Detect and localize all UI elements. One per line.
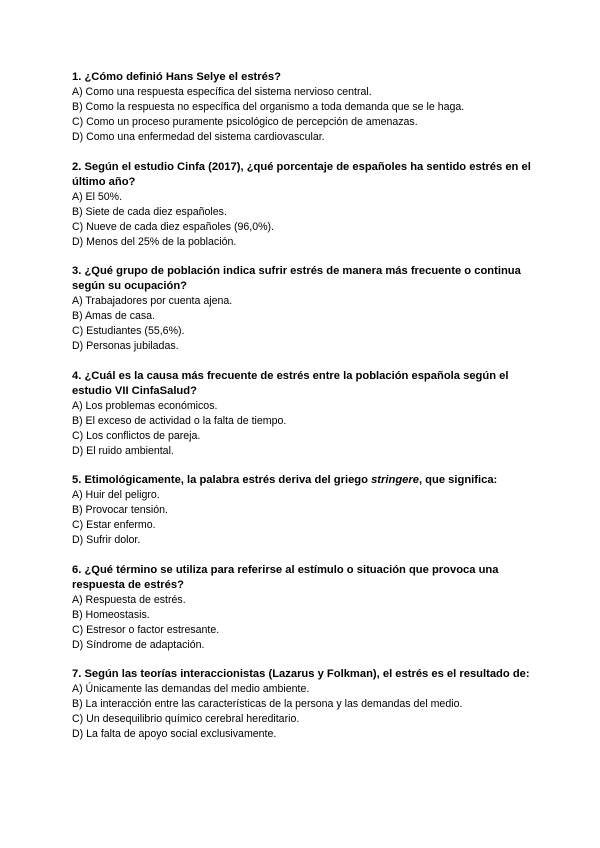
answer-option-c: C) Como un proceso puramente psicológico de percepción de amenazas. (72, 116, 418, 128)
answer-option-d: D) Menos del 25% de la población. (72, 235, 237, 248)
question-list (72, 70, 542, 757)
answer-options (72, 294, 542, 354)
question-title: 1. ¿Cómo definió Hans Selye el estrés? (72, 71, 281, 83)
answer-option-a: A) El 50%. (72, 190, 123, 203)
answer-option-a: A) Trabajadores por cuenta ajena. (72, 295, 233, 307)
answer-option-d: D) Como una enfermedad del sistema cardiovascular. (72, 131, 325, 143)
answer-option-a: A) Huir del peligro. (72, 489, 160, 501)
question-title: 3. ¿Qué grupo de población indica sufrir estrés de manera más frecuente o continua según su ocupación? (72, 265, 521, 292)
answer-option-b: B) Como la respuesta no específica del organismo a toda demanda que se le haga. (72, 101, 465, 113)
question-title: 2. Según el estudio Cinfa (2017), ¿qué porcentaje de españoles ha sentido estrés en el último año? (72, 160, 531, 188)
answer-option-c: C) Estudiantes (55,6%). (72, 325, 185, 337)
answer-options (72, 399, 542, 459)
question-title: 7. Según las teorías interaccionistas (Lazarus y Folkman), el estrés es el resultado de: (72, 668, 530, 680)
answer-options (72, 682, 542, 742)
question-4 (72, 369, 542, 459)
question-3 (72, 264, 542, 354)
question-7 (72, 667, 542, 742)
answer-options (72, 488, 542, 548)
answer-option-d: D) Personas jubiladas. (72, 340, 179, 352)
question-title: 6. ¿Qué término se utiliza para referirse al estímulo o situación que provoca una respuesta de estrés? (72, 563, 499, 591)
answer-option-c: C) Nueve de cada diez españoles (96,0%). (72, 220, 274, 233)
answer-option-d: D) Sufrir dolor. (72, 534, 141, 546)
greek-term: stringere (371, 474, 419, 486)
answer-option-b: B) Provocar tensión. (72, 504, 168, 516)
answer-options (72, 85, 542, 145)
answer-option-b: B) Amas de casa. (72, 310, 156, 322)
answer-options (72, 190, 542, 250)
answer-option-b: B) Siete de cada diez españoles. (72, 205, 227, 218)
question-title: 4. ¿Cuál es la causa más frecuente de estrés entre la población española según el estudio VII CinfaSalud? (72, 369, 509, 397)
answer-option-d: D) Síndrome de adaptación. (72, 638, 205, 651)
answer-option-c: C) Los conflictos de pareja. (72, 429, 201, 442)
question-1 (72, 70, 542, 145)
answer-option-a: A) Los problemas económicos. (72, 399, 218, 412)
answer-option-a: A) Como una respuesta específica del sistema nervioso central. (72, 86, 372, 98)
answer-option-b: B) La interacción entre las características de la persona y las demandas del medio. (72, 698, 463, 710)
answer-option-b: B) Homeostasis. (72, 608, 150, 621)
question-5 (72, 473, 542, 548)
question-6 (72, 563, 542, 653)
question-title (72, 473, 542, 488)
answer-option-d: D) La falta de apoyo social exclusivamente. (72, 728, 277, 740)
answer-option-b: B) El exceso de actividad o la falta de tiempo. (72, 414, 287, 427)
answer-option-a: A) Únicamente las demandas del medio ambiente. (72, 683, 310, 695)
answer-option-d: D) El ruido ambiental. (72, 444, 174, 457)
answer-option-c: C) Estresor o factor estresante. (72, 623, 220, 636)
answer-options (72, 593, 542, 653)
answer-option-a: A) Respuesta de estrés. (72, 593, 186, 606)
answer-option-c: C) Estar enfermo. (72, 519, 156, 531)
question-title-end: , que significa: (418, 474, 498, 486)
question-title-start: 5. Etimológicamente, la palabra estrés deriva del griego (72, 474, 372, 486)
answer-option-c: C) Un desequilibrio químico cerebral hereditario. (72, 713, 300, 725)
question-2 (72, 160, 542, 250)
